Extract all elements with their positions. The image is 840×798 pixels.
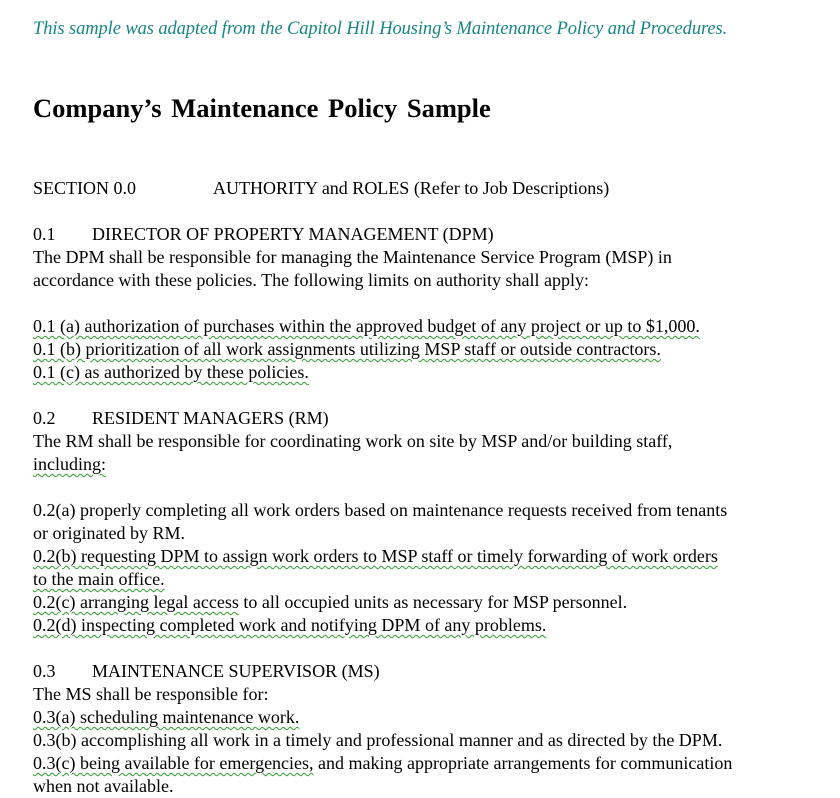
list-item-rest: and making appropriate arrangements for communication — [313, 753, 733, 773]
role-number: 0.1 — [33, 224, 56, 244]
grammar-flagged-text[interactable]: 0.1 (a) authorization of purchases within the approved budget of any project or up to $1,000. — [33, 316, 700, 336]
source-note: This sample was adapted from the Capitol Hill Housing’s Maintenance Policy and Procedures. — [33, 19, 728, 39]
list-item — [33, 315, 700, 338]
list-item — [33, 591, 627, 614]
role-number: 0.2 — [33, 408, 56, 428]
grammar-flagged-text[interactable]: 0.3(c) being available for emergencies, — [33, 753, 314, 773]
list-item: 0.2(a) properly completing all work orders based on maintenance requests received from tenants — [33, 500, 728, 520]
grammar-flagged-text[interactable]: including: — [33, 454, 106, 474]
list-item — [33, 706, 299, 729]
role-intro-line: The RM shall be responsible for coordinating work on site by MSP and/or building staff, — [33, 431, 673, 451]
role-intro-line: The DPM shall be responsible for managing the Maintenance Service Program (MSP) in — [33, 247, 672, 267]
section-title: AUTHORITY and ROLES (Refer to Job Descriptions) — [213, 178, 610, 198]
role-heading-ms — [33, 660, 380, 683]
section-number: SECTION 0.0 — [33, 178, 136, 198]
role-title: MAINTENANCE SUPERVISOR (MS) — [92, 661, 380, 681]
list-item-rest: to all occupied units as necessary for MSP personnel. — [238, 592, 628, 612]
role-intro-line — [33, 453, 106, 476]
list-item-continuation: or originated by RM. — [33, 523, 185, 543]
role-heading-rm — [33, 407, 329, 430]
grammar-flagged-text[interactable]: 0.2(d) inspecting completed work and notifying DPM of any problems. — [33, 615, 547, 635]
list-item: 0.3(b) accomplishing all work in a timely and professional manner and as directed by the DPM. — [33, 730, 723, 750]
role-number: 0.3 — [33, 661, 56, 681]
grammar-flagged-text[interactable]: 0.2(c) arranging legal access — [33, 592, 239, 612]
grammar-flagged-text[interactable]: to the main office. — [33, 569, 165, 589]
list-item — [33, 614, 546, 637]
role-title: DIRECTOR OF PROPERTY MANAGEMENT (DPM) — [92, 224, 494, 244]
role-intro-line: accordance with these policies. The following limits on authority shall apply: — [33, 270, 590, 290]
list-item — [33, 338, 661, 361]
list-item — [33, 752, 732, 775]
grammar-flagged-text[interactable]: 0.1 (c) as authorized by these policies. — [33, 362, 309, 382]
list-item-continuation: when not available. — [33, 776, 174, 796]
role-intro-line: The MS shall be responsible for: — [33, 684, 269, 704]
role-title: RESIDENT MANAGERS (RM) — [92, 408, 329, 428]
grammar-flagged-text[interactable]: 0.3(a) scheduling maintenance work. — [33, 707, 300, 727]
list-item — [33, 361, 309, 384]
grammar-flagged-text[interactable]: 0.2(b) requesting DPM to assign work orders to MSP staff or timely forwarding of work orders — [33, 546, 718, 566]
list-item-continuation — [33, 568, 165, 591]
grammar-flagged-text[interactable]: 0.1 (b) prioritization of all work assignments utilizing MSP staff or outside contractors. — [33, 339, 661, 359]
document-title: Company’s Maintenance Policy Sample — [33, 93, 491, 123]
section-heading — [33, 177, 609, 200]
list-item — [33, 545, 718, 568]
role-heading-dpm — [33, 223, 494, 246]
